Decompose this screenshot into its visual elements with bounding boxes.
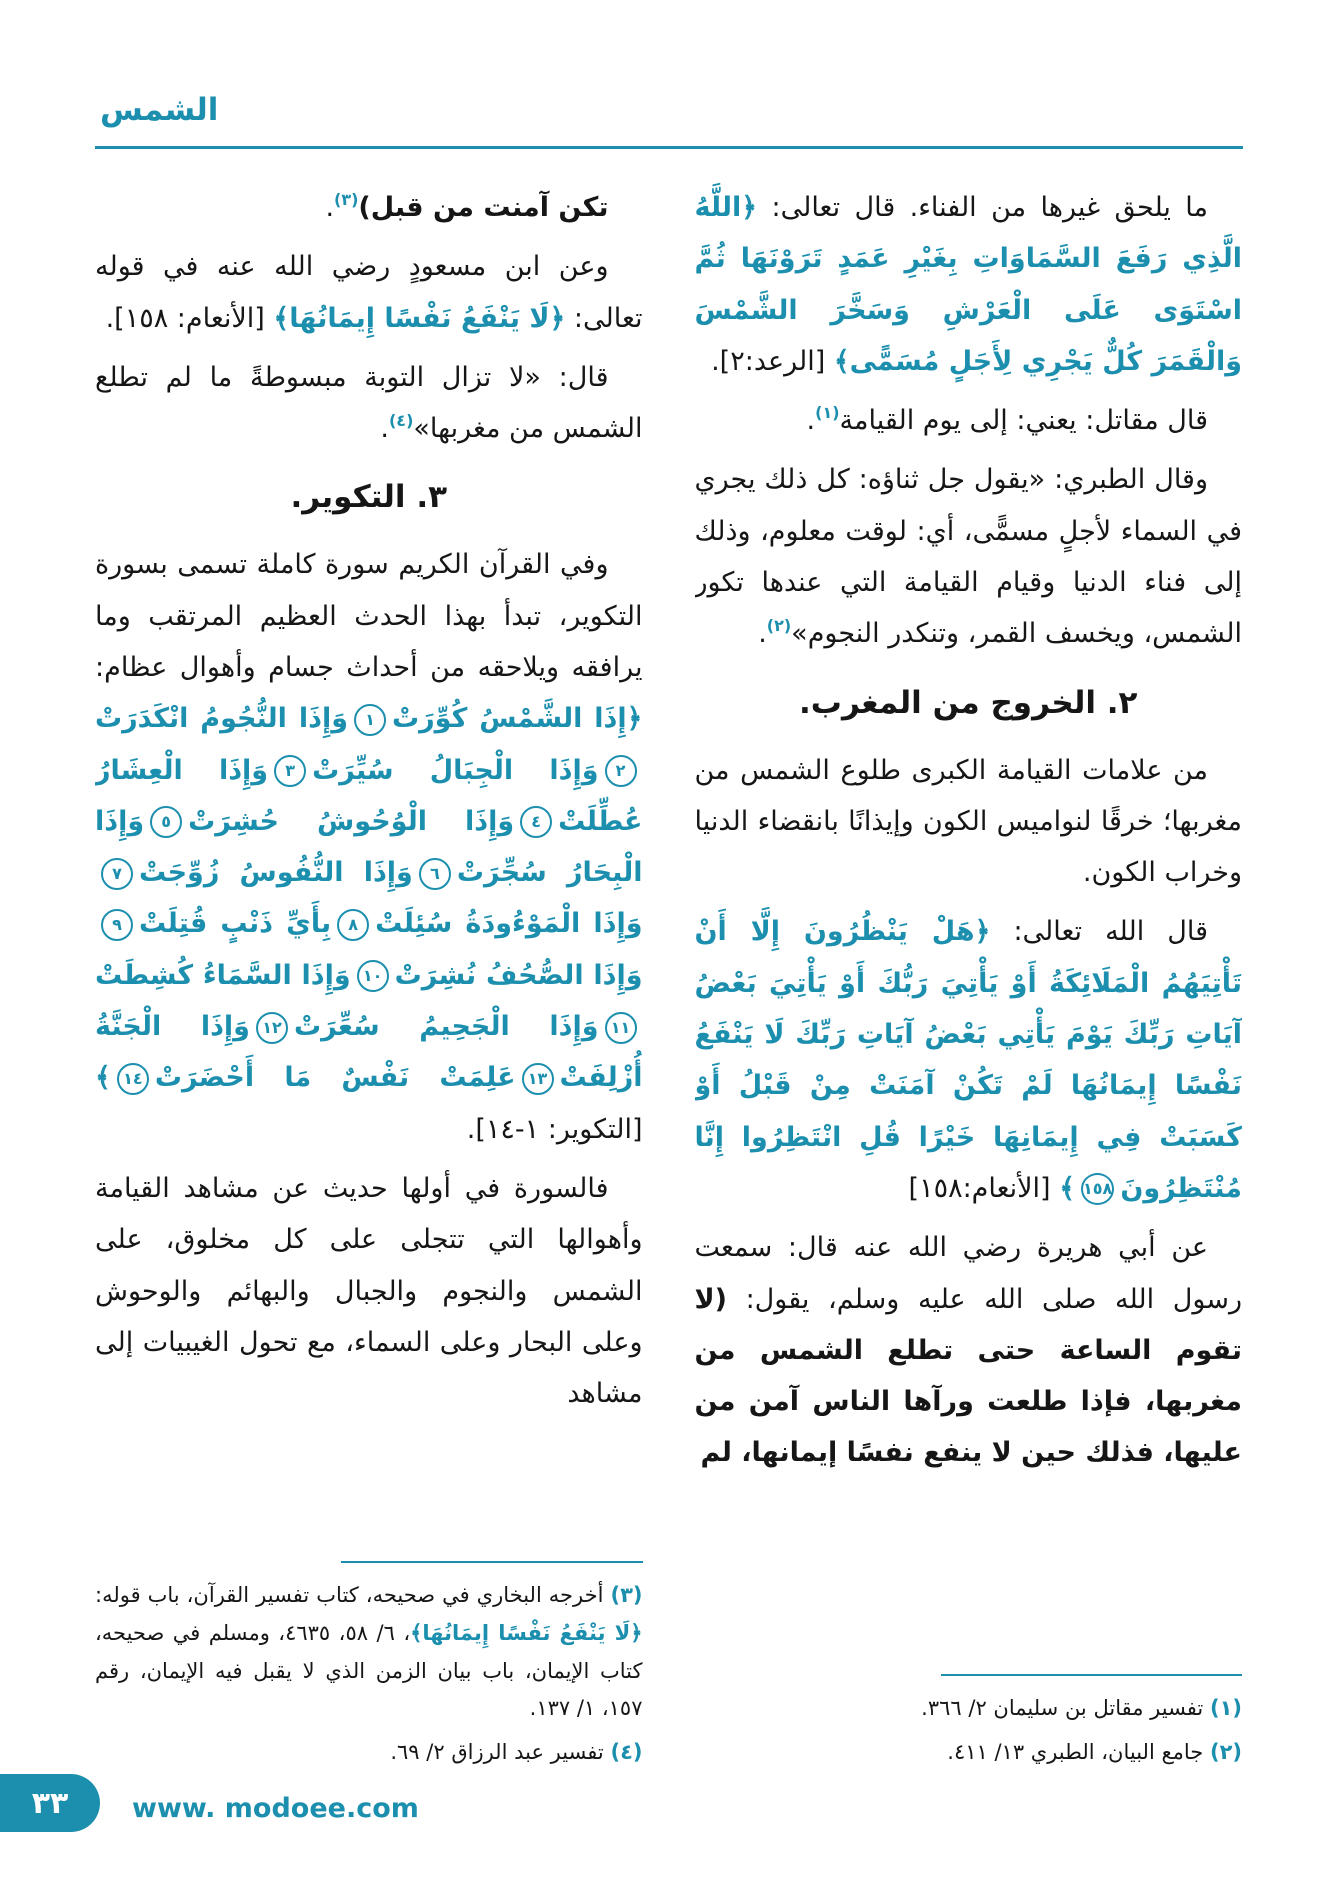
body-text: . [325, 192, 335, 223]
body-text: تفسير مقاتل بن سليمان ٢/ ٣٦٦. [921, 1696, 1210, 1721]
paragraph [695, 454, 1243, 659]
quran-text: ﴿إِذَا الشَّمْسُ كُوِّرَتْ [391, 703, 643, 735]
left-column-footnotes-section [95, 1555, 643, 1778]
body-text: [الأنعام: ١٥٨]. [105, 302, 274, 334]
ayah-number: ٩ [101, 909, 133, 941]
footnote-divider [341, 1561, 642, 1563]
emphasis-text: (لا تقوم الساعة حتى تطلع الشمس من مغربها، فإذا طلعت ورآها الناس آمن من عليها، فذلك حين لا ينفع نفسًا إيمانها، لم [694, 1283, 1242, 1469]
ayah-number: ٧ [101, 858, 133, 890]
ayah-number: ٦ [419, 858, 451, 890]
right-column-paragraphs [695, 182, 1243, 1668]
quran-text: وَإِذَا السَّمَاءُ كُشِطَتْ [95, 959, 351, 991]
body-text: تفسير عبد الرزاق ٢/ ٦٩. [390, 1740, 611, 1765]
footnote-marker: (٢) [1209, 1740, 1242, 1765]
footnote [95, 1577, 643, 1728]
footnote-divider [941, 1674, 1242, 1676]
footnote-ref: (٣) [334, 190, 359, 209]
section-heading [95, 468, 643, 527]
left-column-paragraphs [95, 182, 643, 1555]
body-text: قال: «لا تزال التوبة مبسوطةً ما لم تطلع الشمس من مغربها» [95, 361, 643, 445]
body-text: . [806, 405, 816, 437]
ayah-number: ١٠ [357, 960, 389, 992]
ayah-number: ٢ [605, 755, 637, 787]
header-divider [95, 146, 1243, 149]
body-text: [التكوير: ١-١٤]. [466, 1113, 643, 1145]
body-text: وفي القرآن الكريم سورة كاملة تسمى بسورة التكوير، تبدأ بهذا الحدث العظيم المرتقب وما يرافقه ويلاحقه من أحداث جسام وأهوال عظام: [95, 549, 643, 683]
quran-text: وَإِذَا الْعِشَارُ عُطِّلَتْ [95, 754, 643, 837]
body-text: وعن ابن مسعودٍ رضي الله عنه في قوله تعالى: [95, 251, 643, 334]
quran-text: ﴿اللَّهُ الَّذِي رَفَعَ السَّمَاوَاتِ بِغَيْرِ عَمَدٍ تَرَوْنَهَا ثُمَّ اسْتَوَى عَلَى الْعَرْشِ وَسَخَّرَ الشَّمْسَ وَالْقَمَرَ كُلٌّ يَجْرِي لِأَجَلٍ مُسَمًّى﴾ [694, 192, 1242, 377]
quran-text: وَإِذَا الْجَنَّةُ أُزْلِفَتْ [95, 1011, 643, 1094]
paragraph [95, 1163, 643, 1419]
quran-text: وَإِذَا الْوُحُوشُ حُشِرَتْ [188, 805, 515, 837]
text-columns [95, 182, 1242, 1778]
body-text: جامع البيان، الطبري ١٣/ ٤١١. [947, 1740, 1210, 1765]
footnote-ref: (٤) [388, 411, 414, 431]
right-text-column [695, 182, 1243, 1778]
quran-text: ﴿لَا يَنْفَعُ نَفْسًا إِيمَانُهَا﴾ [273, 302, 566, 334]
quran-text: بِأَيِّ ذَنْبٍ قُتِلَتْ [139, 908, 332, 940]
body-text: . [380, 413, 389, 445]
ayah-number: ١١ [605, 1012, 637, 1044]
paragraph [95, 241, 643, 344]
body-text: قال الله تعالى: [990, 916, 1208, 948]
body-text: ، ٦/ ٥٨، ٤٦٣٥، ومسلم في صحيحه، كتاب الإيمان، باب بيان الزمن الذي لا يقبل فيه الإيمان، رقم ١٥٧، ١/ ١٣٧. [95, 1620, 643, 1721]
body-text: عن أبي هريرة رضي الله عنه قال: سمعت رسول الله صلى الله عليه وسلم، يقول: [694, 1232, 1242, 1315]
paragraph [95, 539, 643, 1155]
quran-text: ﴾ [95, 1062, 111, 1094]
ayah-number: ٣ [274, 755, 306, 787]
footnote-marker: (٣) [610, 1583, 643, 1608]
footnote-marker: (٤) [610, 1740, 643, 1765]
body-text: وقال الطبري: «يقول جل ثناؤه: كل ذلك يجري في السماء لأجلٍ مسمًّى، أي: لوقت معلوم، وذلك إلى فناء الدنيا وقيام القيامة التي عندها تكور الشمس، ويخسف القمر، وتنكدر النجوم» [694, 464, 1242, 650]
body-text: . [758, 618, 767, 650]
quran-text: وَإِذَا النُّفُوسُ زُوِّجَتْ [139, 857, 413, 889]
ayah-number: ١٢ [256, 1012, 288, 1044]
paragraph [695, 745, 1243, 899]
footnote-ref: (١) [815, 403, 840, 423]
quran-text: ﴿لَا يَنْفَعُ نَفْسًا إِيمَانُهَا﴾ [410, 1620, 643, 1645]
left-text-column [95, 182, 643, 1778]
footnote [95, 1734, 643, 1772]
body-text: ٣. التكوير. [290, 479, 448, 516]
footnote-list [695, 1690, 1243, 1772]
quran-text: وَإِذَا الْمَوْءُودَةُ سُئِلَتْ [375, 908, 643, 940]
body-text: ٢. الخروج من المغرب. [799, 684, 1138, 721]
body-text: [الرعد:٢]. [711, 345, 834, 377]
page-number-badge: ٣٣ [0, 1774, 100, 1832]
paragraph [95, 182, 643, 233]
ayah-number: ١٥٨ [1081, 1173, 1114, 1205]
body-text: [الأنعام:١٥٨] [908, 1172, 1060, 1204]
quran-text: وَإِذَا النُّجُومُ انْكَدَرَتْ [95, 703, 348, 735]
ayah-number: ١٣ [522, 1063, 554, 1095]
quran-text: وَإِذَا الْبِحَارُ سُجِّرَتْ [95, 805, 643, 889]
website-link: www. modoee.com [132, 1793, 419, 1824]
footnote [695, 1734, 1243, 1772]
right-column-footnotes-section [695, 1668, 1243, 1778]
paragraph [695, 906, 1243, 1214]
body-text: فالسورة في أولها حديث عن مشاهد القيامة وأهوالها التي تتجلى على كل مخلوق، على الشمس والنجوم والجبال والبهائم والوحوش وعلى البحار وعلى السماء، مع تحول الغيبيات إلى مشاهد [95, 1172, 643, 1410]
footnote-list [95, 1577, 643, 1772]
section-heading [695, 674, 1243, 733]
footnote-marker: (١) [1209, 1696, 1242, 1721]
body-text: أخرجه البخاري في صحيحه، كتاب تفسير القرآن، باب قوله: [95, 1583, 611, 1608]
body-text: ما يلحق غيرها من الفناء. قال تعالى: [757, 192, 1208, 223]
paragraph [695, 182, 1243, 387]
ayah-number: ٨ [337, 909, 369, 941]
paragraph [695, 1222, 1243, 1478]
ayah-number: ٥ [150, 806, 182, 838]
body-text: قال مقاتل: يعني: إلى يوم القيامة [839, 405, 1208, 437]
quran-text: ﴿هَلْ يَنْظُرُونَ إِلَّا أَنْ تَأْتِيَهُمُ الْمَلَائِكَةُ أَوْ يَأْتِيَ رَبُّكَ أَوْ يَأْتِيَ بَعْضُ آيَاتِ رَبِّكَ يَوْمَ يَأْتِي بَعْضُ آيَاتِ رَبِّكَ لَا يَنْفَعُ نَفْسًا إِيمَانُهَا لَمْ تَكُنْ آمَنَتْ مِنْ قَبْلُ أَوْ كَسَبَتْ فِي إِيمَانِهَا خَيْرًا قُلِ انْتَظِرُوا إِنَّا مُنْتَظِرُونَ [694, 916, 1242, 1204]
ayah-number: ١ [354, 704, 386, 736]
quran-text: وَإِذَا الْجَحِيمُ سُعِّرَتْ [293, 1011, 599, 1043]
quran-text: وَإِذَا الْجِبَالُ سُيِّرَتْ [312, 754, 599, 786]
paragraph [695, 395, 1243, 446]
emphasis-text: تكن آمنت من قبل) [358, 192, 609, 223]
paragraph [95, 352, 643, 455]
quran-text: وَإِذَا الصُّحُفُ نُشِرَتْ [394, 959, 643, 991]
footnote [695, 1690, 1243, 1728]
page-header-title: الشمس [100, 92, 219, 128]
footnote-ref: (٢) [766, 616, 792, 636]
quran-text: ﴾ [1059, 1172, 1076, 1204]
quran-text: عَلِمَتْ نَفْسٌ مَا أَحْضَرَتْ [154, 1062, 516, 1094]
body-text: من علامات القيامة الكبرى طلوع الشمس من مغربها؛ خرقًا لنواميس الكون وإيذانًا بانقضاء الدنيا وخراب الكون. [694, 754, 1242, 889]
ayah-number: ٤ [520, 806, 552, 838]
ayah-number: ١٤ [117, 1063, 149, 1095]
